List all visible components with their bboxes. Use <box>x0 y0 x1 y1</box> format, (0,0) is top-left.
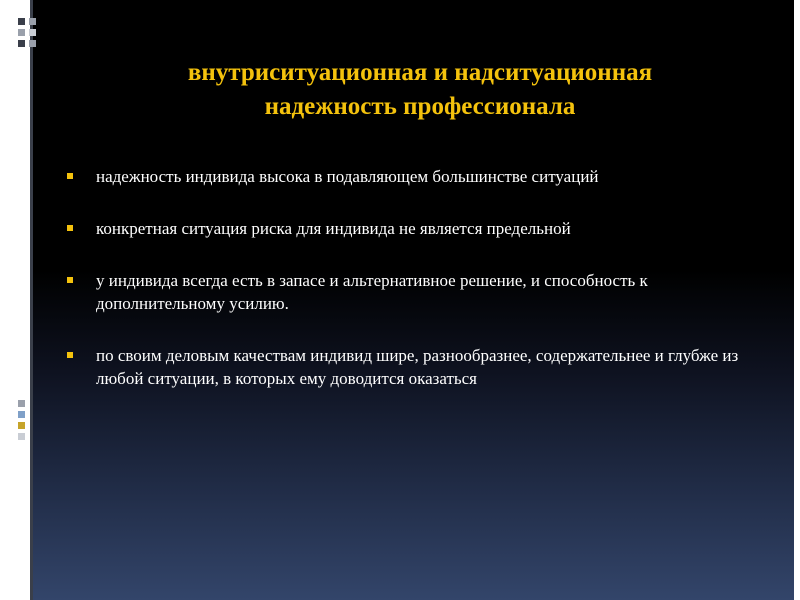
bullet-text: по своим деловым качествам индивид шире, разнообразнее, содержательнее и глубже из любой ситуации, в которых ему доводится оказаться <box>96 346 739 388</box>
left-divider <box>30 0 33 600</box>
bullet-marker-icon <box>67 173 73 179</box>
slide-title <box>70 56 770 124</box>
decor-square <box>29 29 36 36</box>
decor-square <box>18 400 25 407</box>
bullet-item <box>60 269 760 315</box>
bullet-text: конкретная ситуация риска для индивида не является предельной <box>96 219 571 238</box>
decor-square <box>18 433 25 440</box>
decor-squares-middle <box>18 400 25 440</box>
bullet-item <box>60 217 760 240</box>
bullet-item <box>60 344 760 390</box>
bullet-text: у индивида всегда есть в запасе и альтернативное решение, и способность к дополнительному усилию. <box>96 271 648 313</box>
slide-title-line-2: надежность профессионала <box>264 93 576 120</box>
left-decor-panel <box>0 0 30 600</box>
decor-square <box>29 40 36 47</box>
slide-title-line-1: внутриситуационная и надситуационная <box>187 59 653 86</box>
decor-square <box>18 18 25 25</box>
bullet-marker-icon <box>67 352 73 358</box>
decor-square <box>18 29 25 36</box>
bullet-list <box>60 165 760 419</box>
right-divider <box>794 0 800 600</box>
bullet-marker-icon <box>67 225 73 231</box>
bullet-marker-icon <box>67 277 73 283</box>
decor-square <box>18 422 25 429</box>
bullet-text: надежность индивида высока в подавляющем большинстве ситуаций <box>96 167 599 186</box>
decor-square <box>18 40 25 47</box>
decor-square <box>29 18 36 25</box>
decor-squares-top <box>18 18 36 47</box>
bullet-item <box>60 165 760 188</box>
decor-square <box>18 411 25 418</box>
